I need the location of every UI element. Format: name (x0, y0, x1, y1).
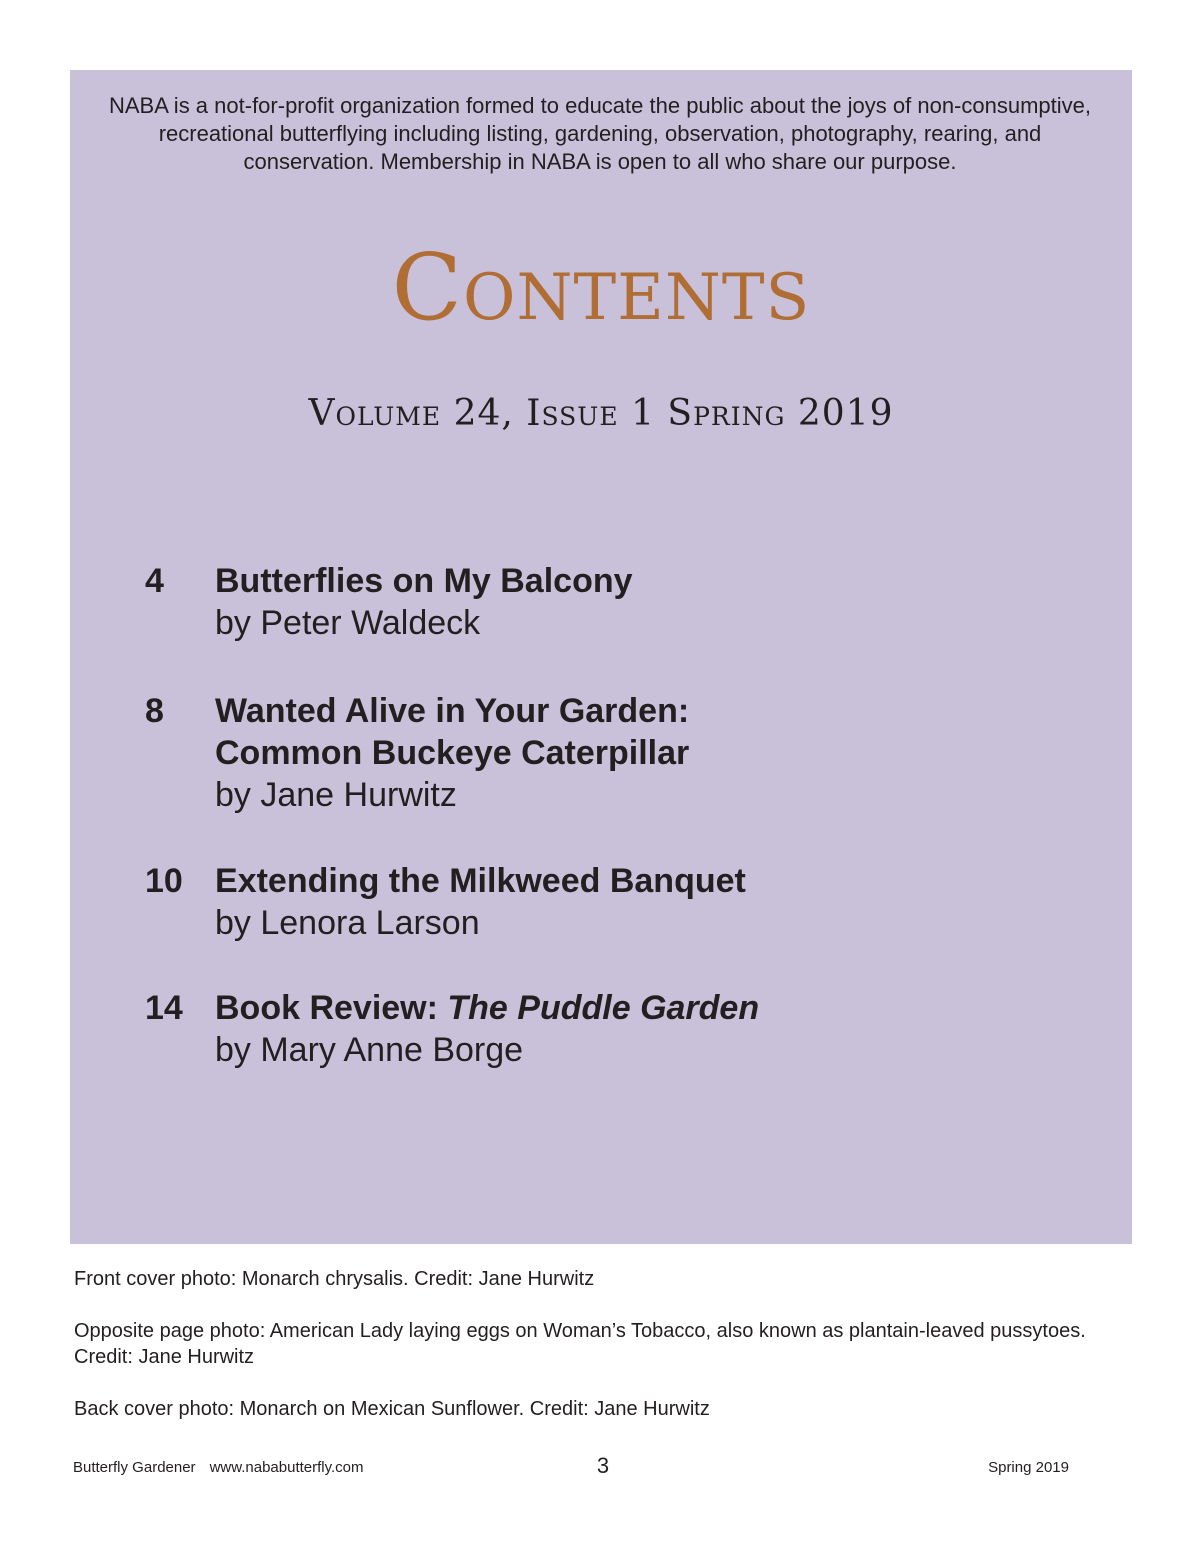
toc-page-number: 10 (145, 862, 183, 900)
toc-entry[interactable] (145, 560, 1045, 690)
toc-article-title-continued: Common Buckeye Caterpillar (215, 734, 690, 772)
table-of-contents (145, 560, 1045, 1117)
toc-article-title: Extending the Milkweed Banquet (215, 862, 746, 900)
toc-page-number: 8 (145, 692, 164, 730)
toc-title-book-name: The Puddle Garden (447, 989, 760, 1027)
footer-website-link[interactable]: www.nababutterfly.com (209, 1459, 364, 1476)
toc-page-number: 4 (145, 562, 164, 600)
toc-page-number: 14 (145, 989, 183, 1027)
toc-article-author: by Peter Waldeck (215, 604, 481, 642)
toc-article-author: by Mary Anne Borge (215, 1031, 524, 1069)
toc-entry[interactable] (145, 987, 1045, 1117)
toc-title-prefix: Book Review: (215, 989, 448, 1027)
toc-article-author: by Lenora Larson (215, 904, 480, 942)
footer-page-number: 3 (596, 1453, 610, 1478)
mission-statement: NABA is a not-for-profit organization formed to educate the public about the joys of non-consumptive, recreational butterflying including listing, gardening, observation, photography, rearing, and conservation. Membership in NABA is open to all who share our purpose. (109, 93, 1091, 174)
footer-publication: Butterfly Gardener (73, 1459, 196, 1476)
toc-article-author: by Jane Hurwitz (215, 776, 457, 814)
contents-heading: Contents (391, 234, 811, 341)
photo-credits (74, 1266, 1134, 1448)
opposite-page-credit: Opposite page photo: American Lady laying eggs on Woman’s Tobacco, also known as plantain-leaved pussytoes. Credit: Jane Hurwitz (74, 1320, 1086, 1368)
issue-heading: Volume 24, Issue 1 Spring 2019 (308, 393, 894, 434)
front-cover-credit: Front cover photo: Monarch chrysalis. Credit: Jane Hurwitz (74, 1268, 595, 1290)
toc-article-title: Wanted Alive in Your Garden: (215, 692, 690, 730)
toc-entry[interactable] (145, 860, 1045, 987)
toc-article-title (215, 987, 1045, 1029)
toc-article-title: Butterflies on My Balcony (215, 562, 633, 600)
toc-entry[interactable] (145, 690, 1045, 860)
back-cover-credit: Back cover photo: Monarch on Mexican Sunflower. Credit: Jane Hurwitz (74, 1398, 710, 1420)
footer-left (73, 1458, 364, 1478)
footer-season: Spring 2019 (988, 1459, 1069, 1476)
